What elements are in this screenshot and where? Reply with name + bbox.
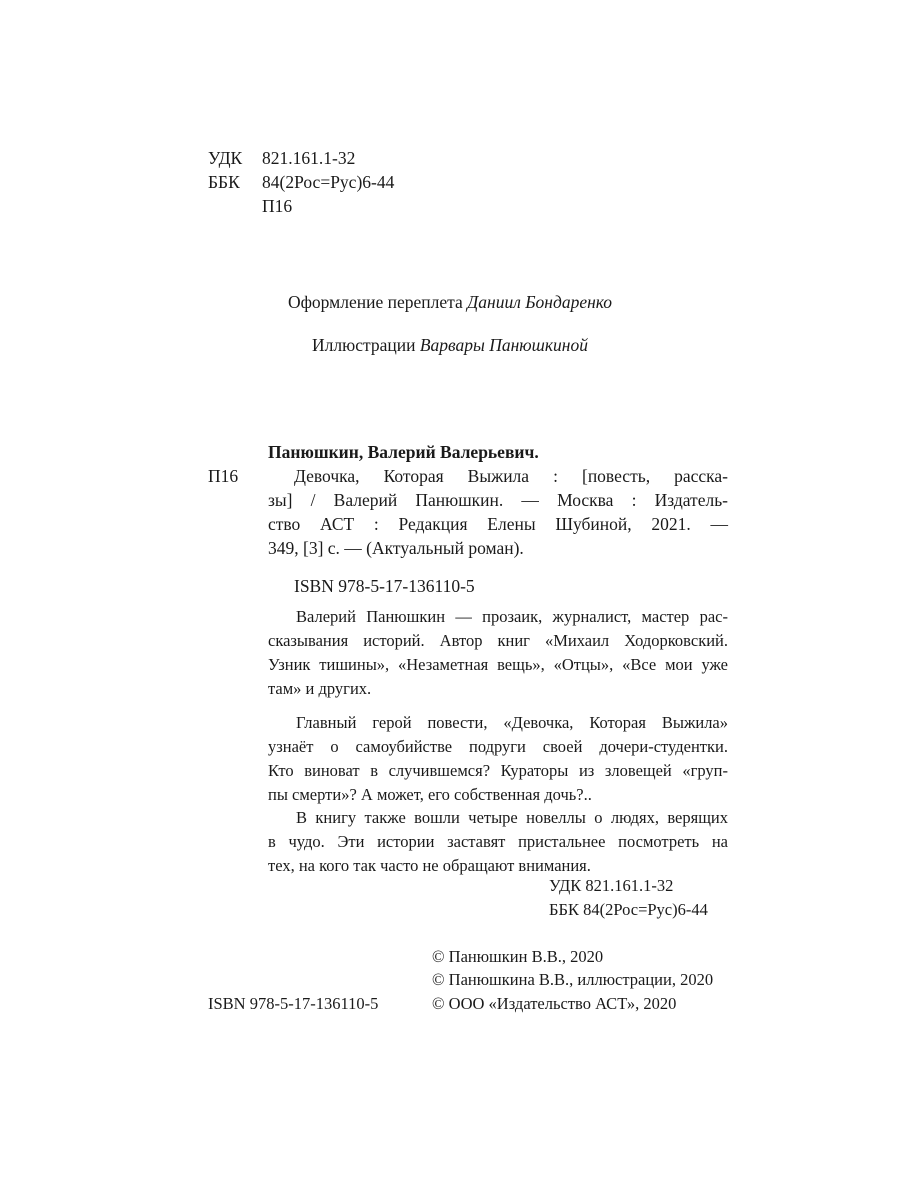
bio-line: там» и других. [268, 679, 372, 698]
bbk-value: 84(2Рос=Рус)6-44 [262, 172, 395, 192]
author-heading: Панюшкин, Валерий Валерьевич. [268, 442, 539, 462]
catalog-line: 349, [3] с. — (Актуальный роман). [268, 538, 524, 558]
cover-name: Даниил Бондаренко [467, 292, 613, 312]
udk-value: 821.161.1-32 [262, 148, 356, 168]
illus-label: Иллюстрации [312, 335, 416, 355]
catalog-author-mark: П16 [208, 466, 239, 486]
cover-label: Оформление переплета [287, 292, 463, 312]
summary-line: В книгу также вошли четыре новеллы о людях, верящих [296, 808, 728, 827]
bio-line: Узник тишины», «Незаметная вещь», «Отцы», «Все мои уже [268, 655, 728, 674]
illustration-credit [0, 333, 900, 357]
catalog-line: зы] / Валерий Панюшкин. — Москва : Издатель- [268, 490, 728, 510]
summary-line: Кто виноват в случившемся? Кураторы из зловещей «груп- [268, 761, 728, 780]
summary-line: в чудо. Эти истории заставят пристальнее посмотреть на [268, 832, 728, 851]
copyright-line: © ООО «Издательство АСТ», 2020 [432, 994, 677, 1013]
summary-line: пы смерти»? А может, его собственная дочь?.. [268, 785, 592, 804]
summary-line: Главный герой повести, «Девочка, Которая Выжила» [296, 713, 728, 732]
udk-label: УДК [208, 148, 243, 168]
summary-line: тех, на кого так часто не обращают внимания. [268, 856, 591, 875]
annotation-bbk: ББК 84(2Рос=Рус)6-44 [549, 900, 708, 919]
bbk-label: ББК [208, 172, 240, 192]
author-mark: П16 [262, 196, 293, 216]
illus-name: Варвары Панюшкиной [419, 335, 588, 355]
catalog-line: ство АСТ : Редакция Елены Шубиной, 2021. — [268, 514, 728, 534]
catalog-isbn: ISBN 978-5-17-136110-5 [294, 576, 475, 596]
catalog-line: Девочка, Которая Выжила : [повесть, расска- [294, 466, 728, 486]
annotation-udk: УДК 821.161.1-32 [549, 876, 674, 895]
footer-isbn: ISBN 978-5-17-136110-5 [208, 994, 379, 1013]
summary-line: узнаёт о самоубийстве подруги своей дочери-студентки. [268, 737, 728, 756]
copyright-line: © Панюшкин В.В., 2020 [432, 947, 604, 966]
cover-credit [0, 290, 900, 314]
bio-line: Валерий Панюшкин — прозаик, журналист, мастер рас- [296, 607, 728, 626]
copyright-line: © Панюшкина В.В., иллюстрации, 2020 [432, 970, 714, 989]
bio-line: сказывания историй. Автор книг «Михаил Ходорковский. [268, 631, 728, 650]
